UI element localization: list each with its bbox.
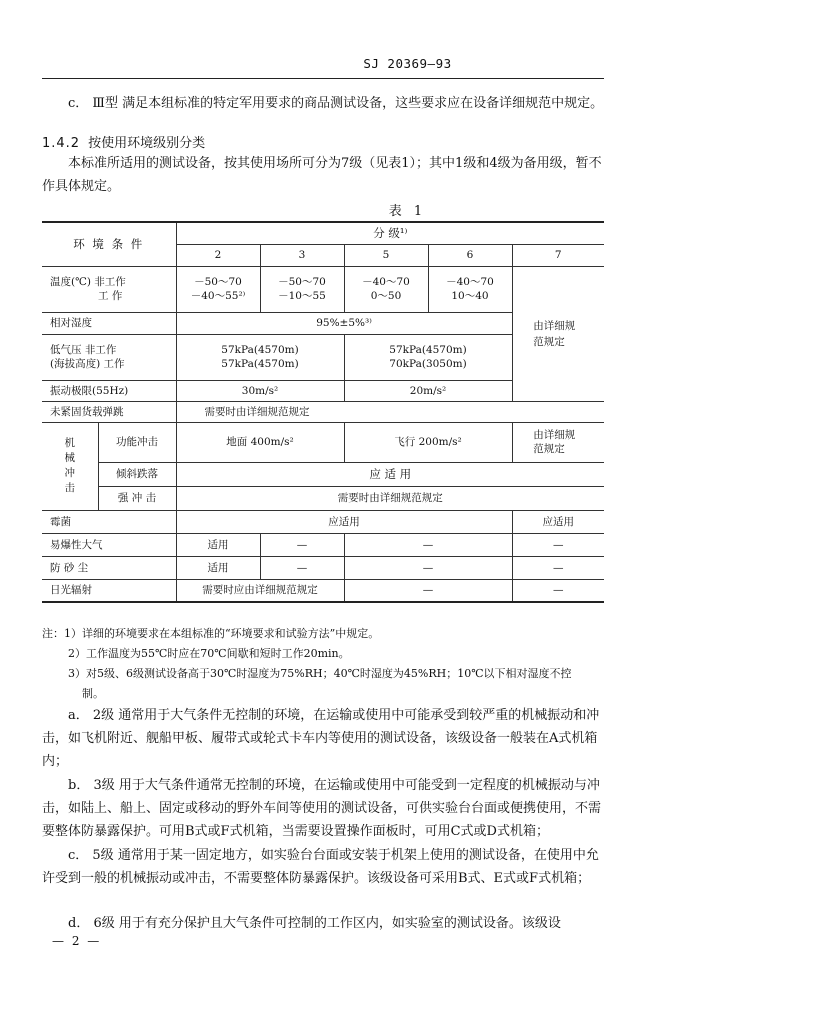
vibration-label: 振动极限(55Hz) bbox=[42, 380, 176, 401]
explosive-level-3: — bbox=[260, 533, 344, 556]
mold-label: 霉菌 bbox=[42, 510, 176, 533]
temp-level-2 bbox=[176, 266, 260, 312]
level-7-detail-spec bbox=[512, 266, 604, 401]
solar-radiation-label: 日光辐射 bbox=[42, 579, 176, 602]
explosive-level-7: — bbox=[512, 533, 604, 556]
temp-nonop-2: －50～70 bbox=[194, 276, 242, 288]
para-d: d． 6级 用于有充分保护且大气条件可控制的工作区内，如实验室的测试设备。该级设 bbox=[68, 916, 561, 931]
para-a: a． 2级 通常用于大气条件无控制的环境，在运输或使用中可能承受到较严重的机械振动和冲击，如飞机附近、舰船甲板、履带式或轮式卡车内等使用的测试设备，该级设备一般装在A式机箱内； bbox=[42, 708, 600, 769]
mechanical-shock-label bbox=[42, 422, 98, 510]
temperature-nonop-label: 温度(℃) 非工作 bbox=[50, 276, 126, 288]
humidity-value: 95%±5%³⁾ bbox=[176, 312, 512, 334]
temp-nonop-5: －40～70 bbox=[362, 276, 410, 288]
environment-class-table bbox=[42, 221, 604, 603]
cargo-bounce-value: 需要时由详细规范规定 bbox=[176, 401, 604, 422]
table-caption: 表 1 bbox=[388, 204, 427, 219]
explosive-levels-5-6: — bbox=[344, 533, 512, 556]
level-6-header: 6 bbox=[428, 244, 512, 266]
functional-shock-label: 功能冲击 bbox=[98, 422, 176, 462]
item-c-paragraph: c． Ⅲ型 满足本组标准的特定军用要求的商品测试设备，这些要求应在设备详细规范中规定。 bbox=[68, 96, 604, 111]
vibration-levels-5-6: 20m/s² bbox=[344, 380, 512, 401]
sand-dust-label: 防 砂 尘 bbox=[42, 556, 176, 579]
low-pressure-levels-2-3 bbox=[176, 334, 344, 380]
level-7-detail-text: 由详细规范规定 bbox=[533, 319, 576, 348]
temp-nonop-3: －50～70 bbox=[278, 276, 326, 288]
level-3-header: 3 bbox=[260, 244, 344, 266]
level-5-header: 5 bbox=[344, 244, 428, 266]
mechanical-shock-text: 机械冲击 bbox=[64, 437, 75, 494]
functional-shock-level-7 bbox=[512, 422, 604, 462]
para-b: b． 3级 用于大气条件通常无控制的环境，在运输或使用中可能受到一定程度的机械振动与冲击，如陆上、船上、固定或移动的野外车间等使用的测试设备，可供实验台台面或便携使用，不需要整体防暴露保护。可用B式或F式机箱，当需要设置操作面板时，可用C式或D式机箱； bbox=[42, 778, 602, 839]
header-rule bbox=[42, 78, 604, 79]
low-pressure-op-label: (海拔高度) 工作 bbox=[50, 358, 125, 370]
para-c: c． 5级 通常用于某一固定地方，如实验台台面或安装于机架上使用的测试设备，在使用中允许受到一般的机械振动或冲击，不需要整体防暴露保护。该级设备可采用B式、E式或F式机箱； bbox=[42, 848, 599, 886]
low-pressure-nonop-label: 低气压 非工作 bbox=[50, 344, 117, 356]
humidity-label: 相对湿度 bbox=[42, 312, 176, 334]
level-2-header: 2 bbox=[176, 244, 260, 266]
lowp-56-op: 70kPa(3050m) bbox=[389, 358, 467, 370]
mold-value: 应适用 bbox=[176, 510, 512, 533]
lowp-23-nonop: 57kPa(4570m) bbox=[221, 344, 299, 356]
table-notes bbox=[42, 624, 604, 704]
standard-code-header: SJ 20369—93 bbox=[363, 56, 452, 71]
temp-op-5: 0～50 bbox=[370, 290, 402, 302]
cargo-bounce-label: 未紧固货载弹跳 bbox=[42, 401, 176, 422]
functional-shock-level-7-text: 由详细规范规定 bbox=[533, 429, 576, 455]
section-heading bbox=[42, 132, 205, 151]
lowp-23-op: 57kPa(4570m) bbox=[221, 358, 299, 370]
functional-shock-flight: 飞行 200m/s² bbox=[344, 422, 512, 462]
strong-shock-label: 强 冲 击 bbox=[98, 486, 176, 510]
note-3-cont: 制。 bbox=[82, 687, 104, 700]
note-3: 3）对5级、6级测试设备高于30℃时湿度为75%RH；40℃时湿度为45%RH；10℃以下相对湿度不控 bbox=[68, 667, 572, 680]
temperature-op-label: 工 作 bbox=[98, 290, 123, 302]
lowp-56-nonop: 57kPa(4570m) bbox=[389, 344, 467, 356]
tilt-drop-value: 应 适 用 bbox=[176, 462, 604, 486]
temp-nonop-6: －40～70 bbox=[446, 276, 494, 288]
temp-level-3 bbox=[260, 266, 344, 312]
low-pressure-label bbox=[42, 334, 176, 380]
level-7-header: 7 bbox=[512, 244, 604, 266]
tilt-drop-label: 倾斜跌落 bbox=[98, 462, 176, 486]
sand-level-7: — bbox=[512, 556, 604, 579]
temp-op-3: －10～55 bbox=[278, 290, 326, 302]
sand-levels-5-6: — bbox=[344, 556, 512, 579]
explosive-atmosphere-label: 易爆性大气 bbox=[42, 533, 176, 556]
mold-level-7: 应适用 bbox=[512, 510, 604, 533]
strong-shock-value: 需要时由详细规范规定 bbox=[176, 486, 604, 510]
note-1: 注：1）详细的环境要求在本组标准的“环境要求和试验方法”中规定。 bbox=[42, 627, 380, 640]
section-number: 1.4.2 bbox=[42, 136, 81, 151]
section-title: 按使用环境级别分类 bbox=[88, 136, 206, 151]
note-2: 2）工作温度为55℃时应在70℃间歇和短时工作20min。 bbox=[68, 647, 350, 660]
vibration-levels-2-3: 30m/s² bbox=[176, 380, 344, 401]
sand-level-3: — bbox=[260, 556, 344, 579]
solar-level-7: — bbox=[512, 579, 604, 602]
temp-op-6: 10～40 bbox=[451, 290, 489, 302]
temp-op-2: －40～55²⁾ bbox=[190, 290, 246, 302]
temp-level-6 bbox=[428, 266, 512, 312]
temperature-label bbox=[42, 266, 176, 312]
temp-level-5 bbox=[344, 266, 428, 312]
intro-paragraph: 本标准所适用的测试设备，按其使用场所可分为7级（见表1）；其中1级和4级为备用级，暂不作具体规定。 bbox=[42, 156, 602, 194]
solar-levels-2-3: 需要时应由详细规范规定 bbox=[176, 579, 344, 602]
page-number: — 2 — bbox=[52, 934, 102, 948]
solar-levels-5-6: — bbox=[344, 579, 512, 602]
sand-level-2: 适用 bbox=[176, 556, 260, 579]
functional-shock-ground: 地面 400m/s² bbox=[176, 422, 344, 462]
explosive-level-2: 适用 bbox=[176, 533, 260, 556]
level-header: 分 级¹⁾ bbox=[176, 222, 604, 244]
low-pressure-levels-5-6 bbox=[344, 334, 512, 380]
env-condition-header: 环 境 条 件 bbox=[42, 222, 176, 266]
